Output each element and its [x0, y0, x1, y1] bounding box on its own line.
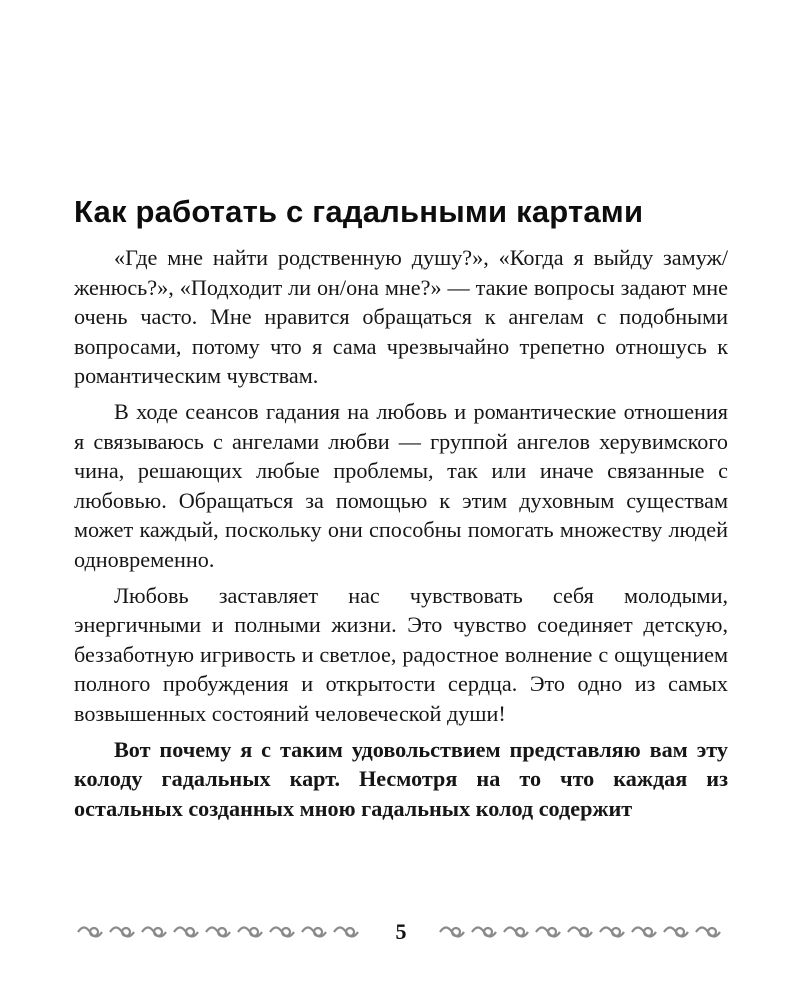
swirl-ornament-icon — [74, 920, 366, 944]
paragraph-3: Любовь заставляет нас чувствовать себя молодыми, энергичными и полными жизни. Это чувство соединяет детскую, беззаботную игривость и светлое, радостное волнение с ощущением полного пробуждения и открытости сердца. Это одно из самых возвышенных состояний человеческой души! — [74, 582, 728, 726]
paragraph-2: В ходе сеансов гадания на любовь и романтические отношения я связываюсь с ангелами любви — группой ангелов херувимского чина, решающих любые проблемы, так или иначе связанные с любовью. Обращаться за помощью к этим духовным существам может каждый, поскольку они способны помогать множеству людей одновременно. — [74, 398, 728, 572]
paragraph-4: Вот почему я с таким удовольствием представляю вам эту колоду гадальных карт. Несмотря на то что каждая из остальных созданных мною гадальных колод содержит — [74, 736, 728, 821]
body-text — [74, 243, 728, 829]
page-number: 5 — [395, 919, 407, 944]
paragraph-1: «Где мне найти родственную душу?», «Когда я выйду замуж/женюсь?», «Подходит ли он/она мне?» — такие вопросы задают мне очень часто. Мне нравится обращаться к ангелам с подобными вопросами, потому что я сама чрезвычайно трепетно отношусь к романтическим чувствам. — [74, 245, 728, 389]
chapter-title: Как работать с гадальными картами — [74, 194, 644, 229]
swirl-ornament-icon — [436, 920, 728, 944]
page-footer — [74, 918, 728, 948]
